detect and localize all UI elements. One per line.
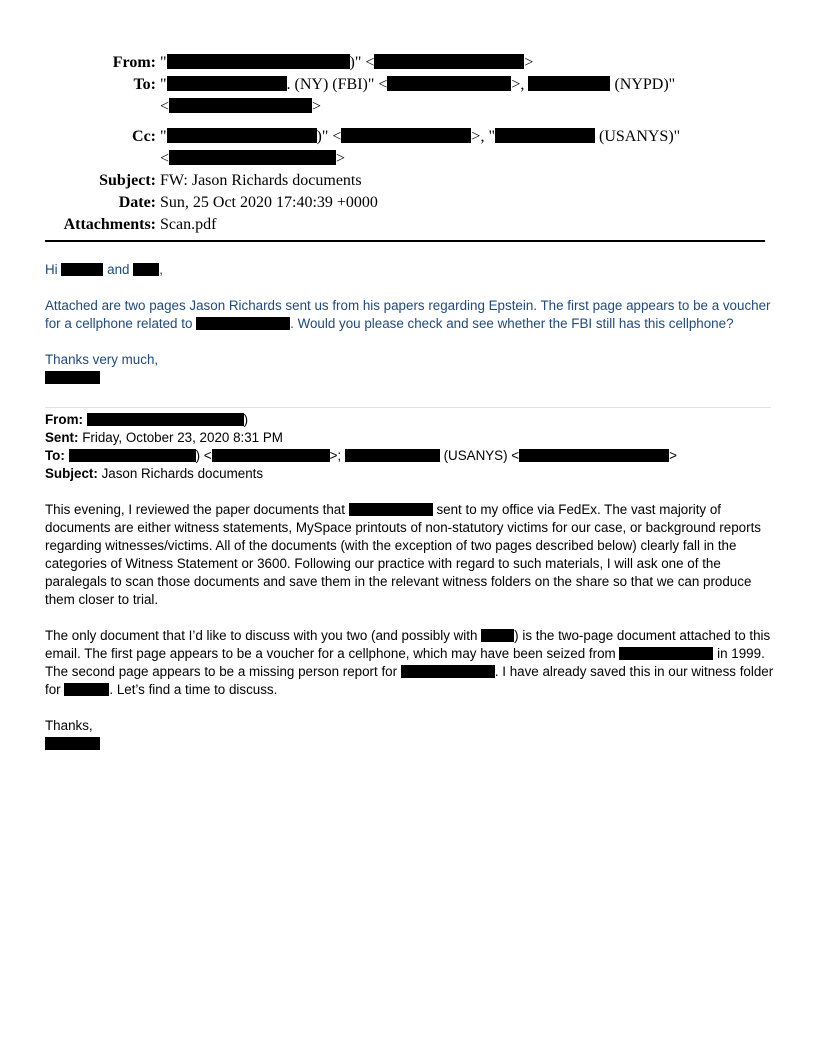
redaction: [481, 629, 514, 642]
fwd-paragraph-1: [45, 501, 775, 609]
header-attachments-label: Attachments:: [63, 216, 156, 233]
header-to-value: [160, 74, 816, 118]
redaction: [401, 665, 495, 678]
header-cc-text-d: (USANYS)": [598, 128, 681, 145]
reply-body-b: . Would you please check and see whether the FBI still has this cellphone?: [290, 316, 734, 331]
fwd-sent-label: Sent:: [45, 430, 79, 445]
redaction: [87, 413, 244, 426]
redaction: [169, 150, 336, 165]
redaction: [45, 371, 100, 384]
header-divider: [45, 240, 765, 242]
redaction: [495, 128, 595, 143]
header-to-label: To:: [133, 76, 156, 93]
redaction: [519, 449, 669, 462]
forwarded-message: [45, 411, 775, 753]
fwd-from-label: From:: [45, 412, 83, 427]
fwd-sent-value: Friday, October 23, 2020 8:31 PM: [82, 430, 283, 445]
fwd-signature: [45, 735, 775, 753]
header-to-text-a: ": [160, 76, 167, 93]
header-from-text-c: >: [524, 54, 534, 71]
fwd-paragraph-2: [45, 627, 775, 699]
header-date-value: Sun, 25 Oct 2020 17:40:39 +0000: [160, 194, 378, 211]
header-to-row: [0, 74, 816, 118]
redaction: [345, 449, 440, 462]
header-from-text-a: ": [160, 54, 167, 71]
reply-body-a: Attached are two pages Jason Richards sent us from his papers regarding Epstein. The first page appears to be a voucher for a cellphone related to: [45, 298, 771, 331]
reply-greeting: [45, 261, 775, 279]
redaction: [167, 54, 350, 69]
message-separator: [45, 407, 771, 408]
header-subject-row: [0, 170, 816, 192]
fwd-p2-e: . Let’s find a time to discuss.: [109, 682, 278, 697]
fwd-p2-a: The only document that I’d like to discuss with you two (and possibly with: [45, 628, 478, 643]
fwd-subject-label: Subject:: [45, 466, 98, 481]
header-to-text-d: (NYPD)": [614, 76, 676, 93]
redaction: [349, 503, 433, 516]
header-from-row: [0, 52, 816, 74]
header-cc-label: Cc:: [132, 128, 156, 145]
redaction: [133, 263, 159, 276]
fwd-from-tail: ): [243, 412, 249, 427]
header-to-line2-a: <: [160, 98, 170, 115]
fwd-p2-d: . I have already saved this in our witness folder for: [45, 664, 774, 697]
fwd-subject-value: Jason Richards documents: [101, 466, 264, 481]
redaction: [374, 54, 524, 69]
redaction: [196, 317, 290, 330]
header-attachments-row: [0, 214, 816, 236]
header-subject-label: Subject:: [99, 172, 156, 189]
reply-closing: Thanks very much,: [45, 352, 159, 367]
redaction: [64, 683, 109, 696]
header-cc-value: [160, 126, 816, 170]
fwd-p1-a: This evening, I reviewed the paper documents that: [45, 502, 345, 517]
header-cc-line2: [160, 148, 816, 170]
header-from-label: From:: [112, 54, 156, 71]
header-to-text-b: . (NY) (FBI)" <: [286, 76, 388, 93]
fwd-from-row: [45, 411, 775, 429]
reply-signature: [45, 369, 775, 387]
fwd-subject-row: [45, 465, 775, 483]
reply-greeting-b: and: [107, 262, 130, 277]
fwd-to-b: >;: [329, 448, 342, 463]
header-date-row: [0, 192, 816, 214]
fwd-to-d: >: [669, 448, 677, 463]
fwd-to-label: To:: [45, 448, 65, 463]
header-cc-text-a: ": [160, 128, 167, 145]
header-to-text-c: >,: [511, 76, 525, 93]
fwd-sent-row: [45, 429, 775, 447]
redaction: [61, 263, 103, 276]
redaction: [167, 128, 317, 143]
fwd-p2-b: ) is the two-page document attached to this email. The first page appears to be a voucher for a cellphone, which may have been seized from: [45, 628, 771, 661]
header-attachments-value[interactable]: Scan.pdf: [160, 216, 217, 233]
redaction: [341, 128, 471, 143]
redaction: [167, 76, 287, 91]
header-cc-row: [0, 126, 816, 170]
reply-greeting-c: ,: [159, 262, 163, 277]
header-cc-text-b: )" <: [316, 128, 342, 145]
header-date-label: Date:: [118, 194, 156, 211]
redaction: [45, 737, 100, 750]
redaction: [387, 76, 511, 91]
header-cc-line2-a: <: [160, 150, 170, 167]
email-header: [0, 52, 816, 236]
header-cc-line2-b: >: [336, 150, 346, 167]
header-cc-text-c: >, ": [471, 128, 495, 145]
header-subject-value: FW: Jason Richards documents: [160, 172, 362, 189]
redaction: [212, 449, 330, 462]
header-to-line2-b: >: [312, 98, 322, 115]
redaction: [69, 449, 196, 462]
reply-paragraph: [45, 297, 775, 333]
redaction: [619, 647, 713, 660]
reply-greeting-a: Hi: [45, 262, 58, 277]
header-from-value: [160, 52, 816, 74]
header-to-line2: [160, 96, 816, 118]
header-from-text-b: )" <: [349, 54, 375, 71]
fwd-to-row: [45, 447, 775, 465]
reply-body: [45, 261, 775, 387]
fwd-p2-c: in 1999. The second page appears to be a missing person report for: [45, 646, 765, 679]
fwd-to-a: ) <: [195, 448, 212, 463]
fwd-p1-b: sent to my office via FedEx. The vast majority of documents are either witness statements, MySpace printouts of non-statutory victims for our case, or background reports regarding witnesses/victims. All of the documents (with the exception of two pages described below) clearly fall in the categories of Witness Statement or 3600. Following our practice with regard to such materials, I will ask one of the paralegals to scan those documents and save them in the relevant witness folders on the share so that we can produce them closer to trial.: [45, 502, 761, 607]
redaction: [528, 76, 610, 91]
fwd-to-c: (USANYS) <: [443, 448, 520, 463]
fwd-closing: Thanks,: [45, 718, 93, 733]
redaction: [169, 98, 312, 113]
